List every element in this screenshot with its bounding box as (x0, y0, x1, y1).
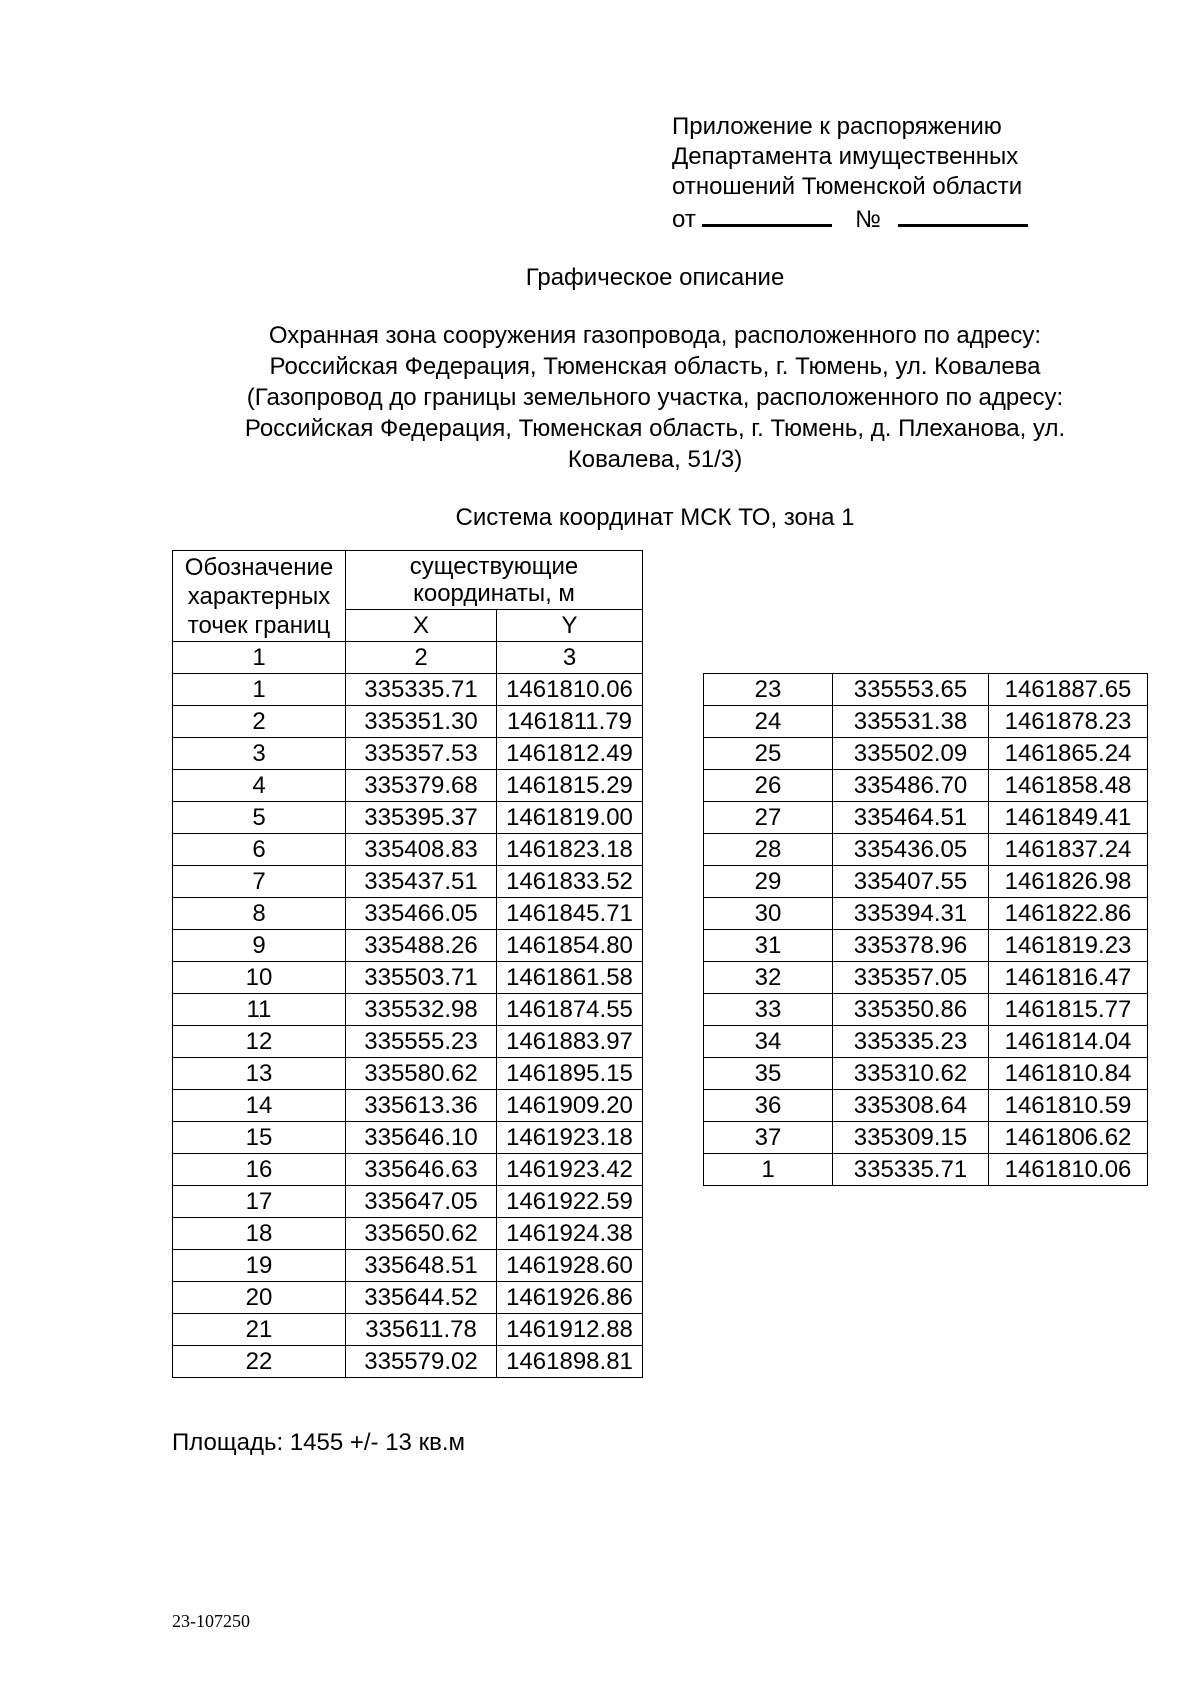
point-number-cell: 34 (704, 1026, 833, 1058)
column-number: 2 (346, 642, 497, 674)
x-coordinate-cell: 335503.71 (346, 962, 497, 994)
table-row (704, 1122, 1148, 1154)
point-number-cell: 21 (173, 1314, 346, 1346)
coordinates-table-left (172, 550, 643, 1378)
y-coordinate-cell: 1461854.80 (497, 930, 643, 962)
table-row (173, 706, 643, 738)
y-coordinate-cell: 1461823.18 (497, 834, 643, 866)
point-number-cell: 6 (173, 834, 346, 866)
x-coordinate-cell: 335502.09 (833, 738, 989, 770)
y-coordinate-cell: 1461895.15 (497, 1058, 643, 1090)
point-number-cell: 16 (173, 1154, 346, 1186)
description-line: Российская Федерация, Тюменская область, г. Тюмень, ул. Ковалева (269, 353, 1041, 380)
table-left-body (173, 674, 643, 1378)
date-label: от (672, 206, 696, 233)
table-row (173, 738, 643, 770)
table-row (704, 930, 1148, 962)
x-coordinate-cell: 335531.38 (833, 706, 989, 738)
point-number-cell: 23 (704, 674, 833, 706)
point-number-cell: 8 (173, 898, 346, 930)
appendix-block (672, 112, 1028, 235)
x-coordinate-cell: 335310.62 (833, 1058, 989, 1090)
table-right-body (704, 674, 1148, 1186)
x-coordinate-cell: 335646.10 (346, 1122, 497, 1154)
point-number-cell: 12 (173, 1026, 346, 1058)
x-coordinate-cell: 335357.53 (346, 738, 497, 770)
document-number: 23-107250 (172, 1611, 250, 1631)
table-row (173, 1154, 643, 1186)
y-coordinate-cell: 1461822.86 (989, 898, 1148, 930)
y-coordinate-cell: 1461811.79 (497, 706, 643, 738)
header-coords-text: существующие координаты, м (409, 553, 579, 607)
table-row (173, 1218, 643, 1250)
y-coordinate-cell: 1461909.20 (497, 1090, 643, 1122)
point-number-cell: 25 (704, 738, 833, 770)
number-label: № (855, 206, 881, 233)
appendix-line: отношений Тюменской области (672, 173, 1023, 200)
point-number-cell: 14 (173, 1090, 346, 1122)
y-coordinate-cell: 1461849.41 (989, 802, 1148, 834)
point-number-cell: 22 (173, 1346, 346, 1378)
x-coordinate-cell: 335379.68 (346, 770, 497, 802)
table-row (704, 802, 1148, 834)
header-x: X (346, 610, 497, 642)
y-coordinate-cell: 1461819.23 (989, 930, 1148, 962)
x-coordinate-cell: 335611.78 (346, 1314, 497, 1346)
table-row (173, 1346, 643, 1378)
point-number-cell: 30 (704, 898, 833, 930)
column-number: 1 (173, 642, 346, 674)
table-row (704, 706, 1148, 738)
x-coordinate-cell: 335309.15 (833, 1122, 989, 1154)
coordinates-table-right (703, 673, 1148, 1186)
x-coordinate-cell: 335335.23 (833, 1026, 989, 1058)
appendix-line: Приложение к распоряжению (672, 113, 1002, 140)
table-row (704, 834, 1148, 866)
x-coordinate-cell: 335532.98 (346, 994, 497, 1026)
y-coordinate-cell: 1461810.84 (989, 1058, 1148, 1090)
table-row (704, 674, 1148, 706)
table-row (704, 770, 1148, 802)
x-coordinate-cell: 335394.31 (833, 898, 989, 930)
x-coordinate-cell: 335437.51 (346, 866, 497, 898)
x-coordinate-cell: 335553.65 (833, 674, 989, 706)
y-coordinate-cell: 1461833.52 (497, 866, 643, 898)
y-coordinate-cell: 1461845.71 (497, 898, 643, 930)
column-number: 3 (497, 642, 643, 674)
table-row (173, 1250, 643, 1282)
point-number-cell: 15 (173, 1122, 346, 1154)
appendix-line: Департамента имущественных (672, 143, 1019, 170)
y-coordinate-cell: 1461810.06 (989, 1154, 1148, 1186)
x-coordinate-cell: 335378.96 (833, 930, 989, 962)
table-row (704, 1058, 1148, 1090)
y-coordinate-cell: 1461887.65 (989, 674, 1148, 706)
point-number-cell: 20 (173, 1282, 346, 1314)
x-coordinate-cell: 335555.23 (346, 1026, 497, 1058)
point-number-cell: 27 (704, 802, 833, 834)
point-number-cell: 10 (173, 962, 346, 994)
point-number-cell: 28 (704, 834, 833, 866)
area-text: Площадь: 1455 +/- 13 кв.м (172, 1429, 465, 1456)
y-coordinate-cell: 1461814.04 (989, 1026, 1148, 1058)
y-coordinate-cell: 1461861.58 (497, 962, 643, 994)
x-coordinate-cell: 335613.36 (346, 1090, 497, 1122)
table-row (173, 1058, 643, 1090)
point-number-cell: 2 (173, 706, 346, 738)
y-coordinate-cell: 1461922.59 (497, 1186, 643, 1218)
point-number-cell: 18 (173, 1218, 346, 1250)
table-row (704, 1026, 1148, 1058)
table-row (704, 962, 1148, 994)
point-number-cell: 7 (173, 866, 346, 898)
point-number-cell: 26 (704, 770, 833, 802)
appendix-date-line (672, 202, 1028, 235)
y-coordinate-cell: 1461883.97 (497, 1026, 643, 1058)
y-coordinate-cell: 1461837.24 (989, 834, 1148, 866)
x-coordinate-cell: 335466.05 (346, 898, 497, 930)
table-row (173, 898, 643, 930)
table-row (173, 674, 643, 706)
y-coordinate-cell: 1461806.62 (989, 1122, 1148, 1154)
table-row (173, 1282, 643, 1314)
x-coordinate-cell: 335357.05 (833, 962, 989, 994)
y-coordinate-cell: 1461816.47 (989, 962, 1148, 994)
y-coordinate-cell: 1461874.55 (497, 994, 643, 1026)
table-row (173, 834, 643, 866)
y-coordinate-cell: 1461926.86 (497, 1282, 643, 1314)
header-y: Y (497, 610, 643, 642)
y-coordinate-cell: 1461878.23 (989, 706, 1148, 738)
y-coordinate-cell: 1461815.29 (497, 770, 643, 802)
header-point-text: Обозначение характерных точек границ (184, 553, 334, 639)
y-coordinate-cell: 1461819.00 (497, 802, 643, 834)
description-line: Российская Федерация, Тюменская область, г. Тюмень, д. Плеханова, ул. (244, 415, 1066, 442)
point-number-cell: 33 (704, 994, 833, 1026)
y-coordinate-cell: 1461923.18 (497, 1122, 643, 1154)
point-number-cell: 17 (173, 1186, 346, 1218)
point-number-cell: 24 (704, 706, 833, 738)
point-number-cell: 3 (173, 738, 346, 770)
y-coordinate-cell: 1461912.88 (497, 1314, 643, 1346)
point-number-cell: 9 (173, 930, 346, 962)
x-coordinate-cell: 335407.55 (833, 866, 989, 898)
point-number-cell: 32 (704, 962, 833, 994)
table-row (173, 1090, 643, 1122)
point-number-cell: 19 (173, 1250, 346, 1282)
point-number-cell: 29 (704, 866, 833, 898)
description-line: Охранная зона сооружения газопровода, расположенного по адресу: (268, 322, 1042, 349)
table-row (173, 1122, 643, 1154)
point-number-cell: 1 (704, 1154, 833, 1186)
x-coordinate-cell: 335464.51 (833, 802, 989, 834)
y-coordinate-cell: 1461826.98 (989, 866, 1148, 898)
x-coordinate-cell: 335579.02 (346, 1346, 497, 1378)
y-coordinate-cell: 1461924.38 (497, 1218, 643, 1250)
number-blank (898, 202, 1028, 227)
table-row (173, 930, 643, 962)
table-row (173, 962, 643, 994)
table-row (173, 1026, 643, 1058)
x-coordinate-cell: 335335.71 (346, 674, 497, 706)
point-number-cell: 4 (173, 770, 346, 802)
description-line: (Газопровод до границы земельного участка, расположенного по адресу: (246, 384, 1064, 411)
x-coordinate-cell: 335335.71 (833, 1154, 989, 1186)
table-row (704, 898, 1148, 930)
x-coordinate-cell: 335644.52 (346, 1282, 497, 1314)
table-row (704, 1090, 1148, 1122)
point-number-cell: 11 (173, 994, 346, 1026)
y-coordinate-cell: 1461812.49 (497, 738, 643, 770)
document-title: Графическое описание (525, 264, 785, 291)
table-row (173, 1186, 643, 1218)
table-row (704, 738, 1148, 770)
table-row (704, 994, 1148, 1026)
point-number-cell: 37 (704, 1122, 833, 1154)
y-coordinate-cell: 1461865.24 (989, 738, 1148, 770)
point-number-cell: 36 (704, 1090, 833, 1122)
point-number-cell: 1 (173, 674, 346, 706)
point-number-cell: 31 (704, 930, 833, 962)
x-coordinate-cell: 335646.63 (346, 1154, 497, 1186)
header-point-designation (173, 551, 346, 642)
table-row (173, 1314, 643, 1346)
table-row (173, 802, 643, 834)
table-row (173, 866, 643, 898)
coordinate-system: Система координат МСК ТО, зона 1 (455, 504, 855, 531)
x-coordinate-cell: 335350.86 (833, 994, 989, 1026)
y-coordinate-cell: 1461928.60 (497, 1250, 643, 1282)
header-coordinates (346, 551, 643, 610)
x-coordinate-cell: 335486.70 (833, 770, 989, 802)
x-coordinate-cell: 335580.62 (346, 1058, 497, 1090)
x-coordinate-cell: 335647.05 (346, 1186, 497, 1218)
y-coordinate-cell: 1461923.42 (497, 1154, 643, 1186)
y-coordinate-cell: 1461815.77 (989, 994, 1148, 1026)
table-row (173, 770, 643, 802)
x-coordinate-cell: 335436.05 (833, 834, 989, 866)
table-row (704, 866, 1148, 898)
x-coordinate-cell: 335395.37 (346, 802, 497, 834)
point-number-cell: 35 (704, 1058, 833, 1090)
y-coordinate-cell: 1461858.48 (989, 770, 1148, 802)
x-coordinate-cell: 335351.30 (346, 706, 497, 738)
table-row (173, 994, 643, 1026)
x-coordinate-cell: 335488.26 (346, 930, 497, 962)
table-row (704, 1154, 1148, 1186)
zone-description (180, 320, 1130, 475)
description-line: Ковалева, 51/3) (567, 446, 743, 473)
point-number-cell: 13 (173, 1058, 346, 1090)
y-coordinate-cell: 1461810.59 (989, 1090, 1148, 1122)
x-coordinate-cell: 335648.51 (346, 1250, 497, 1282)
point-number-cell: 5 (173, 802, 346, 834)
x-coordinate-cell: 335650.62 (346, 1218, 497, 1250)
x-coordinate-cell: 335408.83 (346, 834, 497, 866)
y-coordinate-cell: 1461810.06 (497, 674, 643, 706)
x-coordinate-cell: 335308.64 (833, 1090, 989, 1122)
date-blank (702, 202, 832, 227)
y-coordinate-cell: 1461898.81 (497, 1346, 643, 1378)
